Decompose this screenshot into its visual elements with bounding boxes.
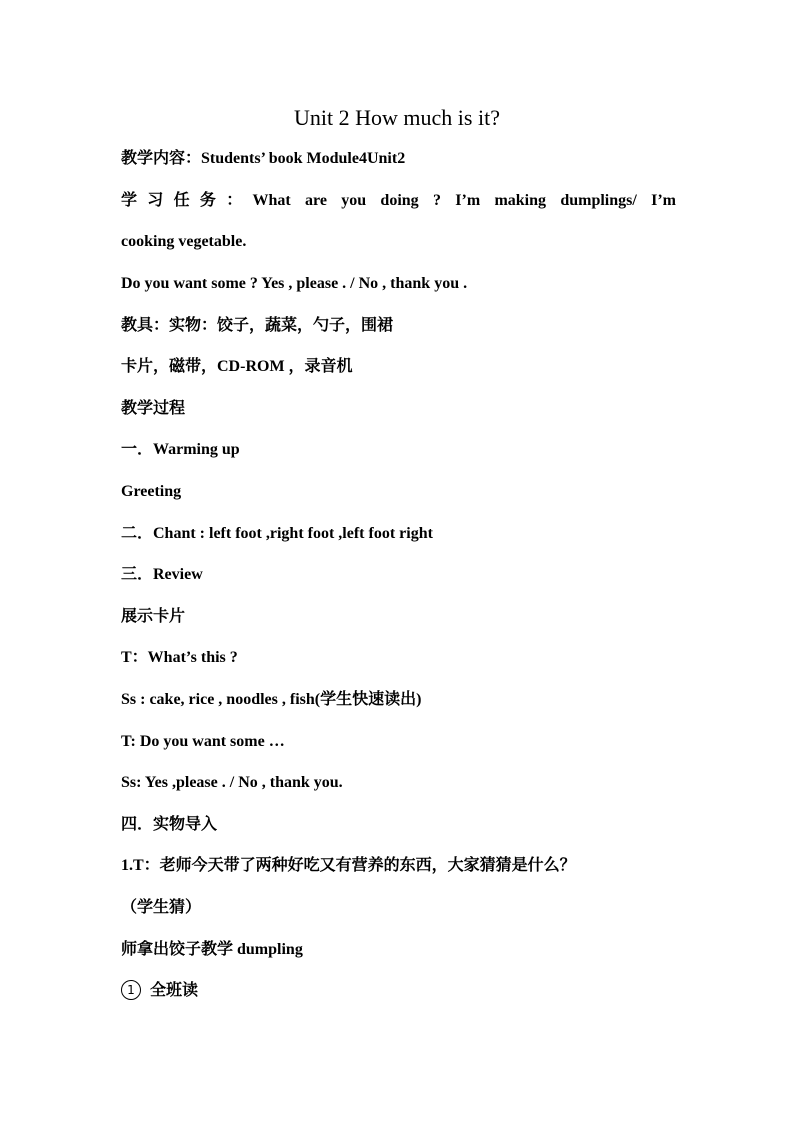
learning-task-line: 学习任务：What are you doing ? I’m making dumplings/ I’m	[121, 192, 676, 209]
greeting-line: Greeting	[121, 483, 182, 500]
dialogue-line: Do you want some ? Yes , please . / No , thank you .	[121, 275, 468, 292]
section-one-heading: 一．Warming up	[121, 441, 240, 458]
teaching-process-heading: 教学过程	[121, 400, 186, 417]
students-reply-line: Ss: Yes ,please . / No , thank you.	[121, 774, 343, 791]
teaching-content-line: 教学内容：Students’ book Module4Unit2	[121, 150, 406, 167]
students-answer-line: Ss : cake, rice , noodles , fish(学生快速读出)	[121, 691, 422, 708]
learning-task-continuation-line: cooking vegetable.	[121, 233, 247, 250]
teaching-aids-line: 教具：实物：饺子，蔬菜，勺子，围裙	[121, 317, 394, 334]
section-two-heading: 二．Chant : left foot ,right foot ,left foot right	[121, 525, 433, 542]
teaching-aids-continuation-line: 卡片，磁带，CD-ROM ，录音机	[121, 358, 353, 375]
teach-dumpling-line: 师拿出饺子教学 dumpling	[121, 941, 303, 958]
students-guess-line: （学生猜）	[121, 899, 202, 916]
teacher-question-line: T：What’s this ?	[121, 649, 238, 666]
section-four-heading: 四．实物导入	[121, 816, 218, 833]
circled-number-one: 1	[121, 980, 141, 1000]
teacher-offer-line: T: Do you want some …	[121, 733, 285, 750]
document-title: Unit 2 How much is it?	[294, 105, 500, 130]
section-three-heading: 三．Review	[121, 566, 203, 583]
teacher-intro-line: 1.T：老师今天带了两种好吃又有营养的东西，大家猜猜是什么？	[121, 857, 576, 874]
show-cards-line: 展示卡片	[121, 608, 186, 625]
whole-class-read-label: 全班读	[150, 982, 199, 999]
whole-class-read-item	[121, 979, 676, 1003]
